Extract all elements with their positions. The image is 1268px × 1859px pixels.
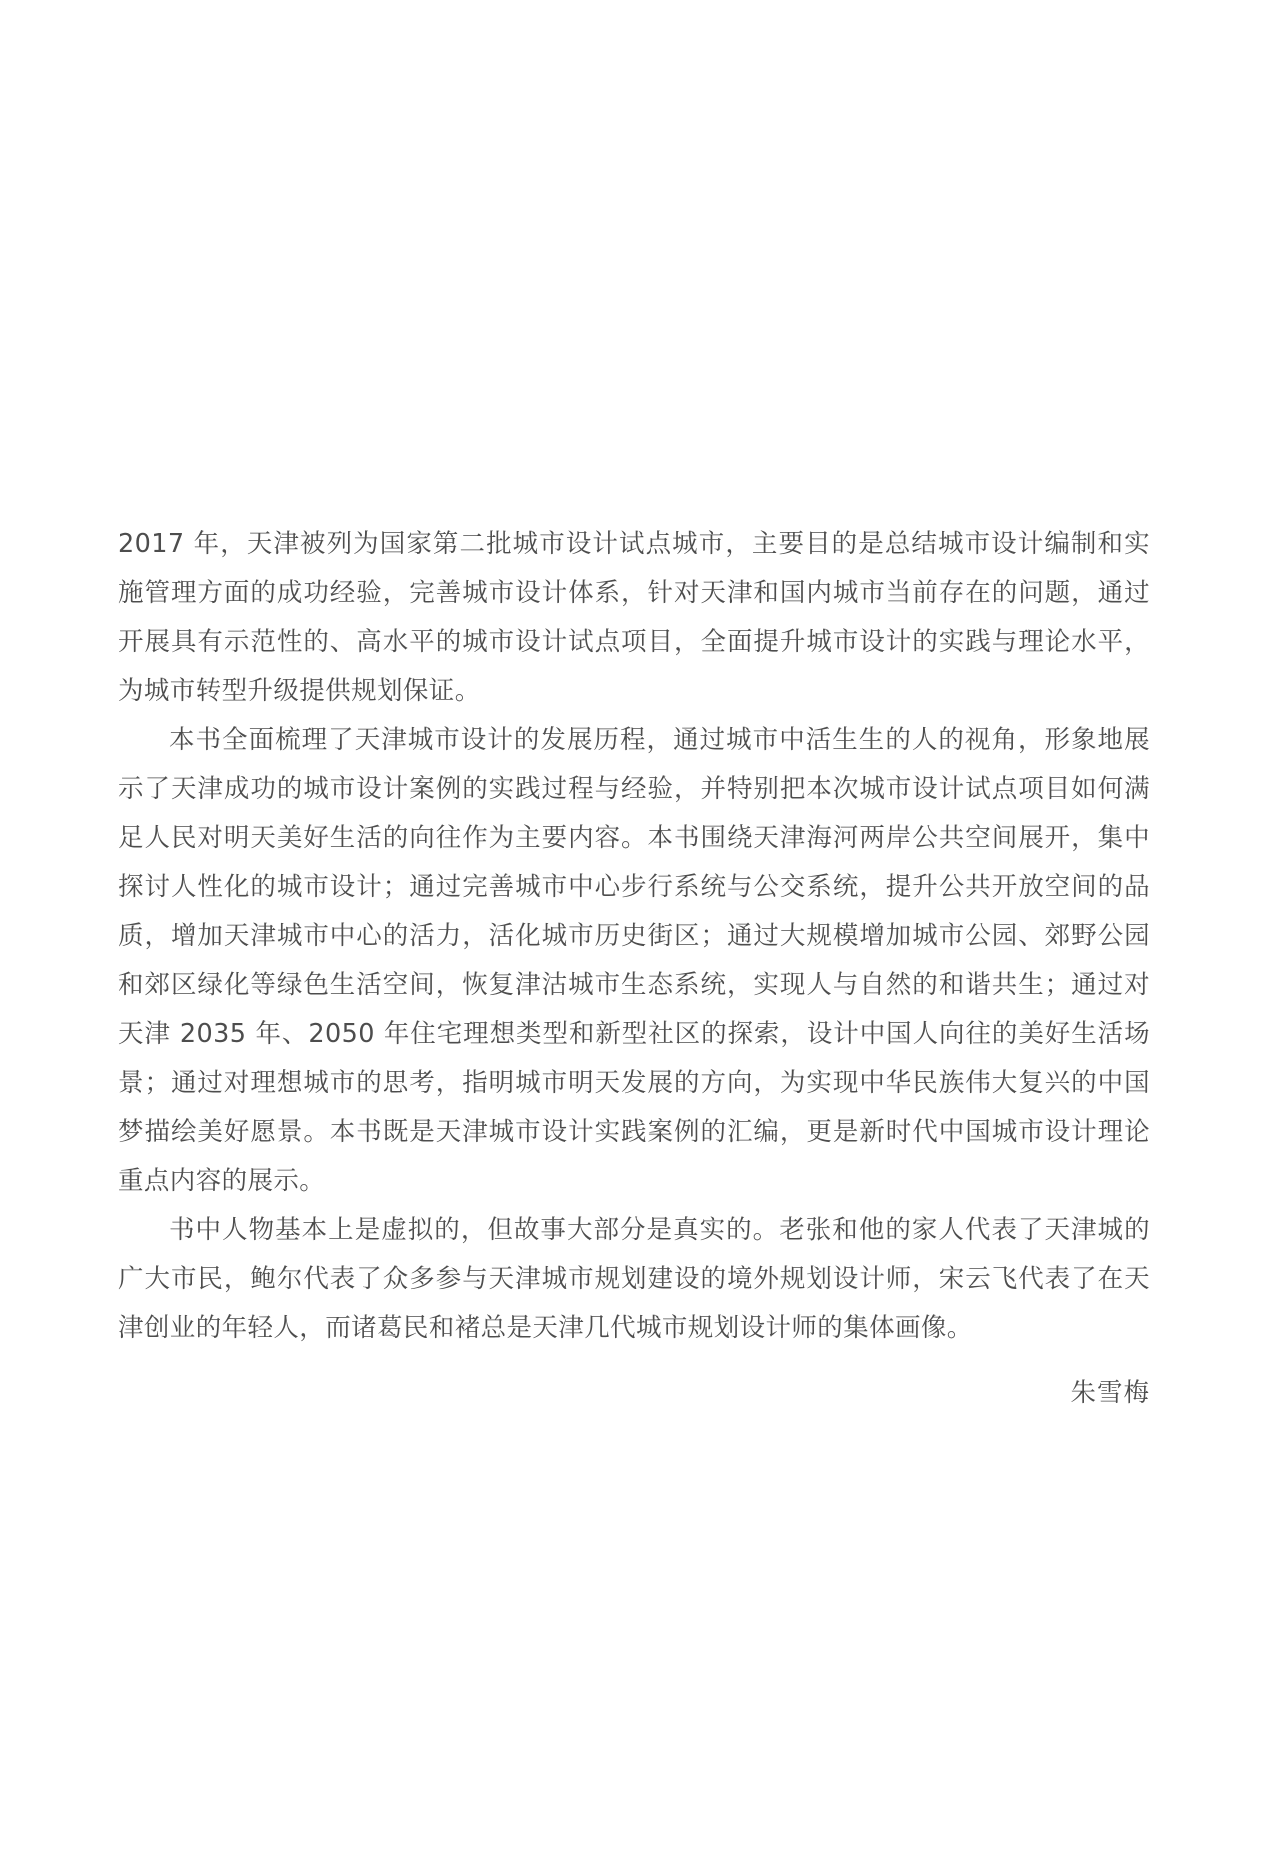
body-text [118, 520, 1150, 1353]
paragraph-3: 书中人物基本上是虚拟的，但故事大部分是真实的。老张和他的家人代表了天津城的广大市民，鲍尔代表了众多参与天津城市规划建设的境外规划设计师，宋云飞代表了在天津创业的年轻人，而诸葛民和褚总是天津几代城市规划设计师的集体画像。 [118, 1215, 1150, 1343]
paragraph-1: 2017 年，天津被列为国家第二批城市设计试点城市，主要目的是总结城市设计编制和实施管理方面的成功经验，完善城市设计体系，针对天津和国内城市当前存在的问题，通过开展具有示范性的、高水平的城市设计试点项目，全面提升城市设计的实践与理论水平，为城市转型升级提供规划保证。 [118, 529, 1150, 706]
author-signature: 朱雪梅 [1070, 1378, 1150, 1408]
paragraph-2: 本书全面梳理了天津城市设计的发展历程，通过城市中活生生的人的视角，形象地展示了天津成功的城市设计案例的实践过程与经验，并特别把本次城市设计试点项目如何满足人民对明天美好生活的向往作为主要内容。本书围绕天津海河两岸公共空间展开，集中探讨人性化的城市设计；通过完善城市中心步行系统与公交系统，提升公共开放空间的品质，增加天津城市中心的活力，活化城市历史街区；通过大规模增加城市公园、郊野公园和郊区绿化等绿色生活空间，恢复津沽城市生态系统，实现人与自然的和谐共生；通过对天津 2035 年、2050 年住宅理想类型和新型社区的探索，设计中国人向往的美好生活场景；通过对理想城市的思考，指明城市明天发展的方向，为实现中华民族伟大复兴的中国梦描绘美好愿景。本书既是天津城市设计实践案例的汇编，更是新时代中国城市设计理论重点内容的展示。 [118, 725, 1150, 1196]
